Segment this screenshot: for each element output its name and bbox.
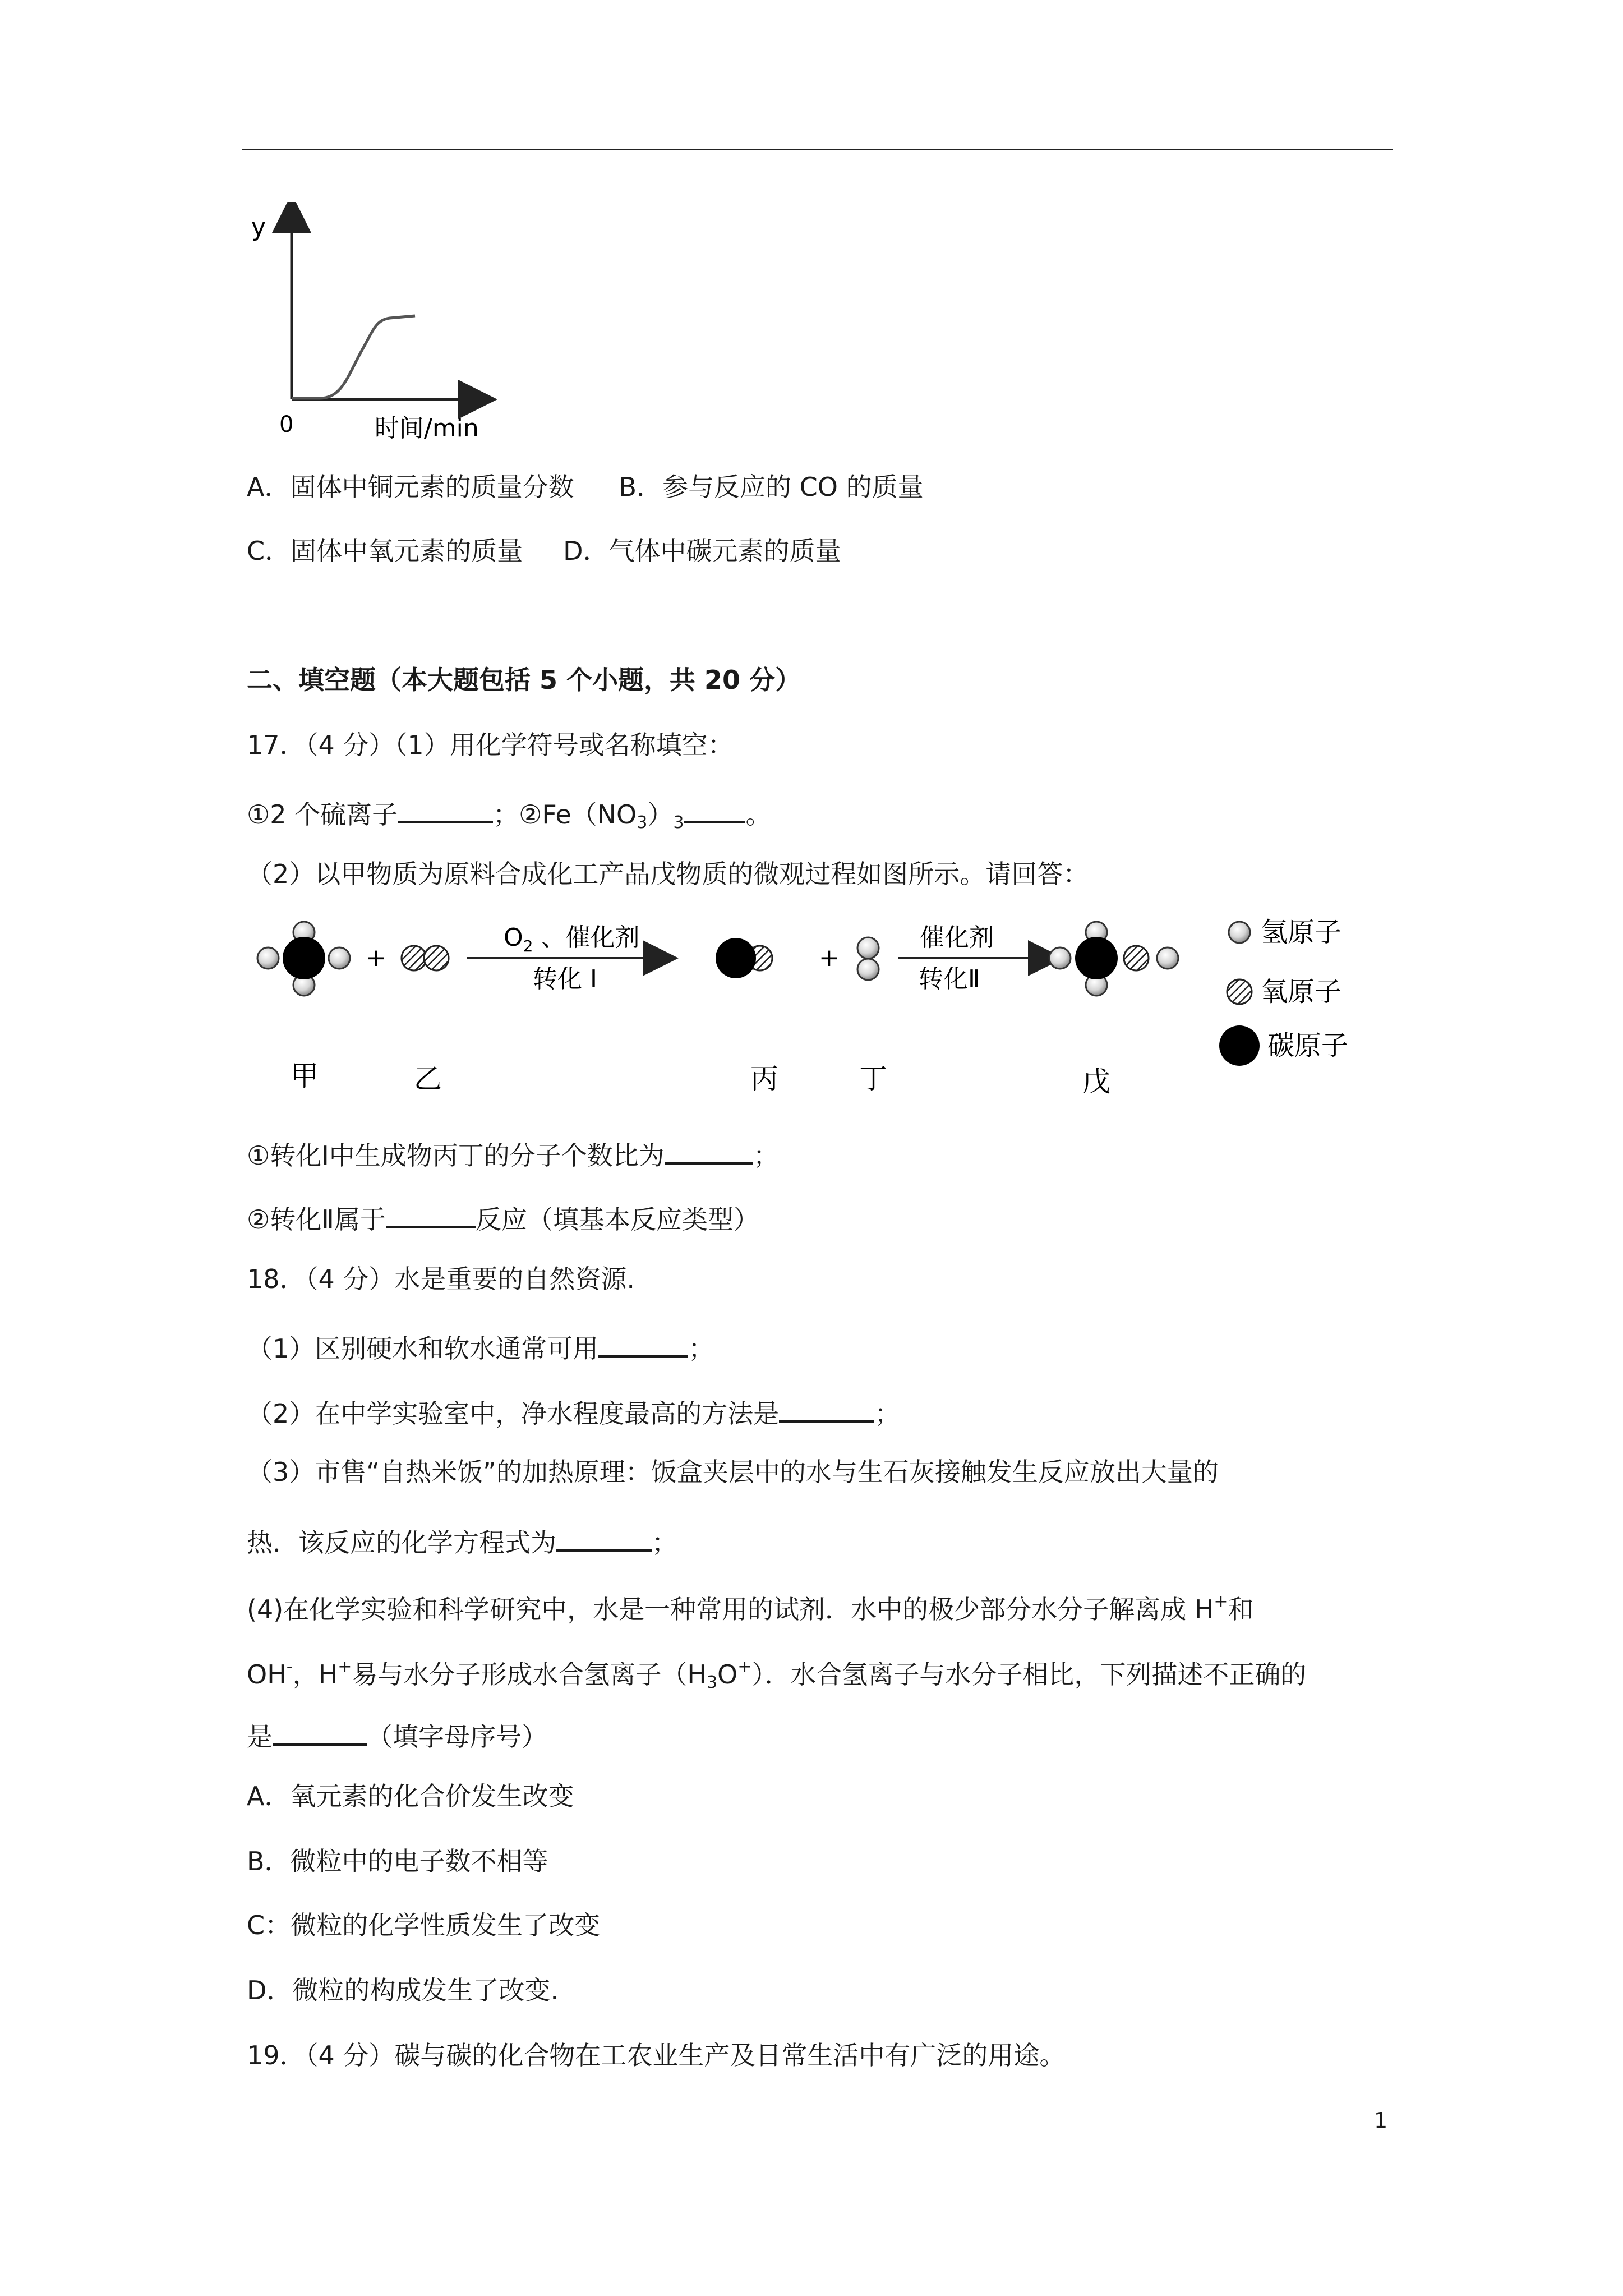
label-yi: 乙 [414, 1062, 442, 1095]
molecule-jia [257, 922, 350, 996]
legend-carbon-label: 碳原子 [1267, 1030, 1349, 1061]
q16-option-b: B．参与反应的 CO 的质量 [619, 472, 924, 502]
legend-hydrogen-label: 氢原子 [1261, 917, 1342, 948]
plus-sign: + [366, 944, 386, 972]
answer-blank[interactable] [386, 1197, 476, 1228]
q18-part4-line3: 是 （填字母序号） [247, 1714, 547, 1754]
graph-origin-label: 0 [279, 412, 294, 438]
q18-option-a: A．氧元素的化合价发生改变 [247, 1781, 574, 1811]
q18-part4-line2: OH-，H+易与水分子形成水合氢离子$(H_3O^+)$．水合氢离子与水分子相比，下列描述不正确的 [247, 1657, 1307, 1692]
plus-sign: + [819, 944, 840, 972]
answer-blank[interactable] [556, 1520, 652, 1552]
q16-option-a: A．固体中铜元素的质量分数 [247, 472, 574, 502]
molecule-wu [1049, 922, 1178, 996]
label-jia: 甲 [291, 1060, 319, 1092]
legend-carbon-swatch [1219, 1025, 1260, 1066]
molecule-ding [857, 937, 879, 980]
q17-stem: 17．（4 分）（1）用化学符号或名称填空： [247, 730, 734, 760]
molecule-yi [402, 946, 449, 970]
answer-blank[interactable] [398, 792, 493, 823]
arrow2-bottom-label: 转化Ⅱ [919, 965, 980, 993]
section-heading: 二、填空题（本大题包括 5 个小题，共 20 分） [247, 665, 801, 695]
legend-hydrogen-swatch [1229, 922, 1250, 943]
graph-figure [236, 202, 499, 449]
legend [1219, 917, 1348, 1066]
page-number: 1 [1374, 2108, 1388, 2133]
graph-x-label: 时间/min [375, 414, 479, 443]
molecule-bing [716, 938, 772, 978]
q18-part4-line1: (4)在化学实验和科学研究中，水是一种常用的试剂．水中的极少部分水分子解离成 H+和 [247, 1592, 1254, 1625]
q16-option-c: C．固体中氧元素的质量 [247, 536, 523, 566]
legend-oxygen-swatch [1227, 979, 1252, 1004]
legend-oxygen-label: 氧原子 [1261, 976, 1342, 1007]
answer-blank[interactable] [598, 1326, 688, 1358]
q16-option-row-2 [247, 534, 841, 568]
q17-part2-intro: （2）以甲物质为原料合成化工产品戊物质的微观过程如图所示。请回答： [247, 859, 1089, 889]
q16-option-row-1 [247, 470, 924, 504]
header-rule [242, 149, 1393, 150]
q18-option-d: D．微粒的构成发生了改变. [247, 1975, 559, 2005]
answer-blank[interactable] [779, 1391, 874, 1423]
arrow1-top-label: $O_2$ 、催化剂 [504, 923, 640, 955]
q18-stem: 18．（4 分）水是重要的自然资源. [247, 1264, 635, 1294]
q17-question-b: ②转化Ⅱ属于 反应（填基本反应类型） [247, 1197, 759, 1236]
q18-part3-line2: 热．该反应的化学方程式为 ； [247, 1520, 677, 1559]
label-ding: 丁 [859, 1062, 887, 1095]
q18-part1: （1）区别硬水和软水通常可用 ； [247, 1326, 714, 1365]
answer-blank[interactable] [684, 792, 745, 823]
q18-part2: （2）在中学实验室中，净水程度最高的方法是 ； [247, 1391, 900, 1430]
label-wu: 戊 [1082, 1065, 1110, 1098]
answer-blank[interactable] [273, 1714, 367, 1746]
q18-option-c: C：微粒的化学性质发生了改变 [247, 1910, 601, 1940]
q16-option-d: D．气体中碳元素的质量 [563, 536, 841, 566]
graph-curve [292, 316, 415, 398]
graph-y-label: y [251, 213, 266, 242]
q18-option-b: B．微粒中的电子数不相等 [247, 1846, 548, 1876]
q18-part3-line1: （3）市售“自热米饭”的加热原理：饭盒夹层中的水与生石灰接触发生反应放出大量的 [247, 1457, 1219, 1487]
q19-stem: 19．（4 分）碳与碳的化合物在工农业生产及日常生活中有广泛的用途。 [247, 2040, 1066, 2070]
q17-part1-line: ①2 个硫离子 ；$②Fe(NO_3)_3$ 。 [247, 792, 771, 840]
label-bing: 丙 [750, 1062, 778, 1095]
arrow1-bottom-label: 转化 I [533, 965, 597, 993]
reaction-diagram [236, 903, 1391, 1116]
answer-blank[interactable] [665, 1133, 753, 1165]
q17-question-a: ①转化Ⅰ中生成物丙丁的分子个数比为 ； [247, 1133, 779, 1172]
arrow2-top-label: 催化剂 [920, 923, 994, 952]
